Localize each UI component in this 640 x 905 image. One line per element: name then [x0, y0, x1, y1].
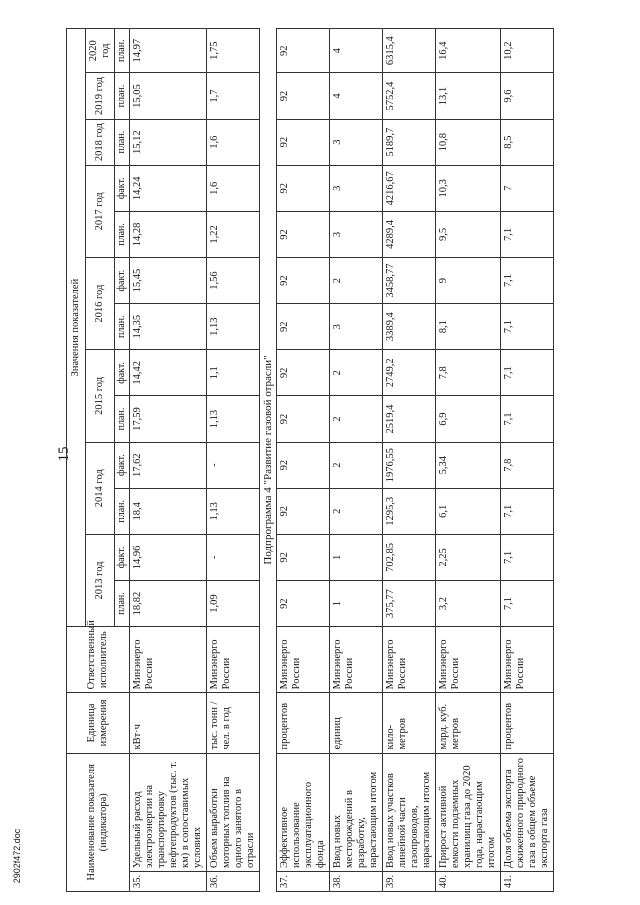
- row-number: 36.: [207, 871, 260, 891]
- value-cell: 3: [330, 304, 383, 350]
- value-cell: 92: [277, 304, 330, 350]
- value-cell: 4: [330, 29, 383, 73]
- value-cell: 14,96: [130, 534, 207, 580]
- header-year-2015: 2015 год: [86, 350, 115, 442]
- value-cell: 10,3: [436, 165, 501, 211]
- indicator-name: Ввод новых месторождений в разработку, нарастающим итогом: [330, 753, 383, 871]
- value-cell: 7,8: [501, 442, 554, 488]
- value-cell: 7: [501, 165, 554, 211]
- value-cell: 1: [330, 534, 383, 580]
- value-cell: 2: [330, 258, 383, 304]
- unit-cell: процентов: [277, 693, 330, 753]
- value-cell: 1,1: [207, 350, 260, 396]
- value-cell: 702,85: [383, 534, 436, 580]
- table-row: [130, 29, 207, 892]
- header-fact: факт.: [115, 258, 130, 304]
- value-cell: 7,1: [501, 258, 554, 304]
- value-cell: 3458,77: [383, 258, 436, 304]
- value-cell: 17,62: [130, 442, 207, 488]
- value-cell: 92: [277, 488, 330, 534]
- value-cell: 18,4: [130, 488, 207, 534]
- value-cell: 92: [277, 580, 330, 626]
- executor-cell: Минэнерго России: [436, 627, 501, 693]
- executor-cell: Минэнерго России: [501, 627, 554, 693]
- value-cell: 6,1: [436, 488, 501, 534]
- value-cell: 3: [330, 165, 383, 211]
- value-cell: 5189,7: [383, 119, 436, 165]
- header-year-2018: 2018 год: [86, 119, 115, 165]
- value-cell: 92: [277, 119, 330, 165]
- value-cell: 1,6: [207, 119, 260, 165]
- value-cell: 92: [277, 396, 330, 442]
- value-cell: 1,75: [207, 29, 260, 73]
- indicator-name: Удельный расход электроэнергии на транспортировку нефтепродуктов (тыс. т. км) в сопоставимых условиях: [130, 753, 207, 871]
- header-year-2020: 2020 год: [86, 29, 115, 73]
- header-plan: план.: [115, 580, 130, 626]
- value-cell: 16,4: [436, 29, 501, 73]
- value-cell: 13,1: [436, 73, 501, 119]
- header-year-2013: 2013 год: [86, 534, 115, 626]
- value-cell: 92: [277, 165, 330, 211]
- table-row: [277, 29, 330, 892]
- value-cell: 3,2: [436, 580, 501, 626]
- value-cell: 14,28: [130, 211, 207, 257]
- executor-cell: Минэнерго России: [130, 627, 207, 693]
- value-cell: 3: [330, 119, 383, 165]
- header-year-2016: 2016 год: [86, 258, 115, 350]
- header-fact: факт.: [115, 350, 130, 396]
- value-cell: 10,8: [436, 119, 501, 165]
- value-cell: 7,1: [501, 350, 554, 396]
- header-year-2019: 2019 год: [86, 73, 115, 119]
- table-row: [207, 29, 260, 892]
- row-number: 40.: [436, 871, 501, 891]
- executor-cell: Минэнерго России: [330, 627, 383, 693]
- value-cell: 375,77: [383, 580, 436, 626]
- indicators-table-rotated: [66, 28, 626, 892]
- value-cell: 2: [330, 442, 383, 488]
- value-cell: 18,82: [130, 580, 207, 626]
- value-cell: -: [207, 534, 260, 580]
- unit-cell: млрд. куб. метров: [436, 693, 501, 753]
- unit-cell: кило-метров: [383, 693, 436, 753]
- indicator-name: Доля объема экспорта сжиженного природного газа в общем объеме экспорта газа: [501, 753, 554, 871]
- header-plan: план.: [115, 73, 130, 119]
- value-cell: 1,56: [207, 258, 260, 304]
- header-plan: план.: [115, 304, 130, 350]
- value-cell: 7,1: [501, 304, 554, 350]
- indicator-name: Прирост активной емкости подземных хранилищ газа до 2020 года, нарастающим итогом: [436, 753, 501, 871]
- value-cell: 15,05: [130, 73, 207, 119]
- indicators-table: [66, 28, 554, 892]
- header-unit: Единица измерения: [67, 693, 130, 753]
- header-year-2014: 2014 год: [86, 442, 115, 534]
- header-values: Значения показателей: [67, 29, 86, 627]
- value-cell: 1,22: [207, 211, 260, 257]
- value-cell: 1,6: [207, 165, 260, 211]
- indicator-name: Объем выработки моторных топлив на одного занятого в отрасли: [207, 753, 260, 871]
- header-year-2017: 2017 год: [86, 165, 115, 257]
- row-number: 35.: [130, 871, 207, 891]
- table-row: [501, 29, 554, 892]
- header-plan: план.: [115, 211, 130, 257]
- header-fact: факт.: [115, 442, 130, 488]
- value-cell: 14,42: [130, 350, 207, 396]
- header-name: Наименование показателя (индикатора): [67, 753, 130, 891]
- value-cell: 14,35: [130, 304, 207, 350]
- value-cell: 92: [277, 350, 330, 396]
- value-cell: 92: [277, 534, 330, 580]
- unit-cell: кВт·ч: [130, 693, 207, 753]
- value-cell: 7,1: [501, 488, 554, 534]
- value-cell: 15,12: [130, 119, 207, 165]
- value-cell: 1976,55: [383, 442, 436, 488]
- unit-cell: процентов: [501, 693, 554, 753]
- value-cell: 92: [277, 442, 330, 488]
- document-code: 2902f472.doc: [12, 828, 22, 884]
- value-cell: 3389,4: [383, 304, 436, 350]
- value-cell: 7,1: [501, 211, 554, 257]
- value-cell: 9,5: [436, 211, 501, 257]
- value-cell: 1295,3: [383, 488, 436, 534]
- value-cell: 8,1: [436, 304, 501, 350]
- value-cell: 92: [277, 211, 330, 257]
- value-cell: 2: [330, 396, 383, 442]
- executor-cell: Минэнерго России: [277, 627, 330, 693]
- value-cell: 2749,2: [383, 350, 436, 396]
- value-cell: 9,6: [501, 73, 554, 119]
- value-cell: 14,24: [130, 165, 207, 211]
- table-row: [436, 29, 501, 892]
- header-fact: факт.: [115, 165, 130, 211]
- subprogram-row: [260, 29, 277, 892]
- header-fact: факт.: [115, 534, 130, 580]
- value-cell: 1: [330, 580, 383, 626]
- value-cell: 1,09: [207, 580, 260, 626]
- value-cell: 8,5: [501, 119, 554, 165]
- indicator-name: Эффективное использование эксплуатационного фонда: [277, 753, 330, 871]
- executor-cell: Минэнерго России: [383, 627, 436, 693]
- value-cell: 6,9: [436, 396, 501, 442]
- value-cell: 2: [330, 488, 383, 534]
- header-plan: план.: [115, 396, 130, 442]
- value-cell: 92: [277, 258, 330, 304]
- header-plan: план.: [115, 29, 130, 73]
- value-cell: 5,34: [436, 442, 501, 488]
- table-row: [330, 29, 383, 892]
- value-cell: 1,13: [207, 396, 260, 442]
- value-cell: 4216,67: [383, 165, 436, 211]
- row-number: 37.: [277, 871, 330, 891]
- row-number: 39.: [383, 871, 436, 891]
- value-cell: 4: [330, 73, 383, 119]
- value-cell: 1,13: [207, 304, 260, 350]
- header-plan: план.: [115, 488, 130, 534]
- executor-cell: Минэнерго России: [207, 627, 260, 693]
- value-cell: 7,8: [436, 350, 501, 396]
- subprogram-title: Подпрограмма 4 "Развитие газовой отрасли": [260, 29, 277, 892]
- unit-cell: тыс. тонн / чел. в год: [207, 693, 260, 753]
- value-cell: 10,2: [501, 29, 554, 73]
- row-number: 38.: [330, 871, 383, 891]
- value-cell: -: [207, 442, 260, 488]
- value-cell: 1,13: [207, 488, 260, 534]
- page-number: 15: [56, 446, 72, 462]
- indicator-name: Ввод новых участков линейной части газопроводов, нарастающим итогом: [383, 753, 436, 871]
- value-cell: 17,59: [130, 396, 207, 442]
- value-cell: 7,1: [501, 396, 554, 442]
- value-cell: 2519,4: [383, 396, 436, 442]
- value-cell: 5752,4: [383, 73, 436, 119]
- value-cell: 14,97: [130, 29, 207, 73]
- value-cell: 1,7: [207, 73, 260, 119]
- value-cell: 7,1: [501, 580, 554, 626]
- table-row: [383, 29, 436, 892]
- value-cell: 2: [330, 350, 383, 396]
- value-cell: 4289,4: [383, 211, 436, 257]
- value-cell: 92: [277, 73, 330, 119]
- header-executor: Ответственный исполнитель: [67, 627, 130, 693]
- value-cell: 7,1: [501, 534, 554, 580]
- unit-cell: единиц: [330, 693, 383, 753]
- header-plan: план.: [115, 119, 130, 165]
- value-cell: 15,45: [130, 258, 207, 304]
- value-cell: 2,25: [436, 534, 501, 580]
- row-number: 41.: [501, 871, 554, 891]
- value-cell: 6315,4: [383, 29, 436, 73]
- value-cell: 92: [277, 29, 330, 73]
- value-cell: 3: [330, 211, 383, 257]
- value-cell: 9: [436, 258, 501, 304]
